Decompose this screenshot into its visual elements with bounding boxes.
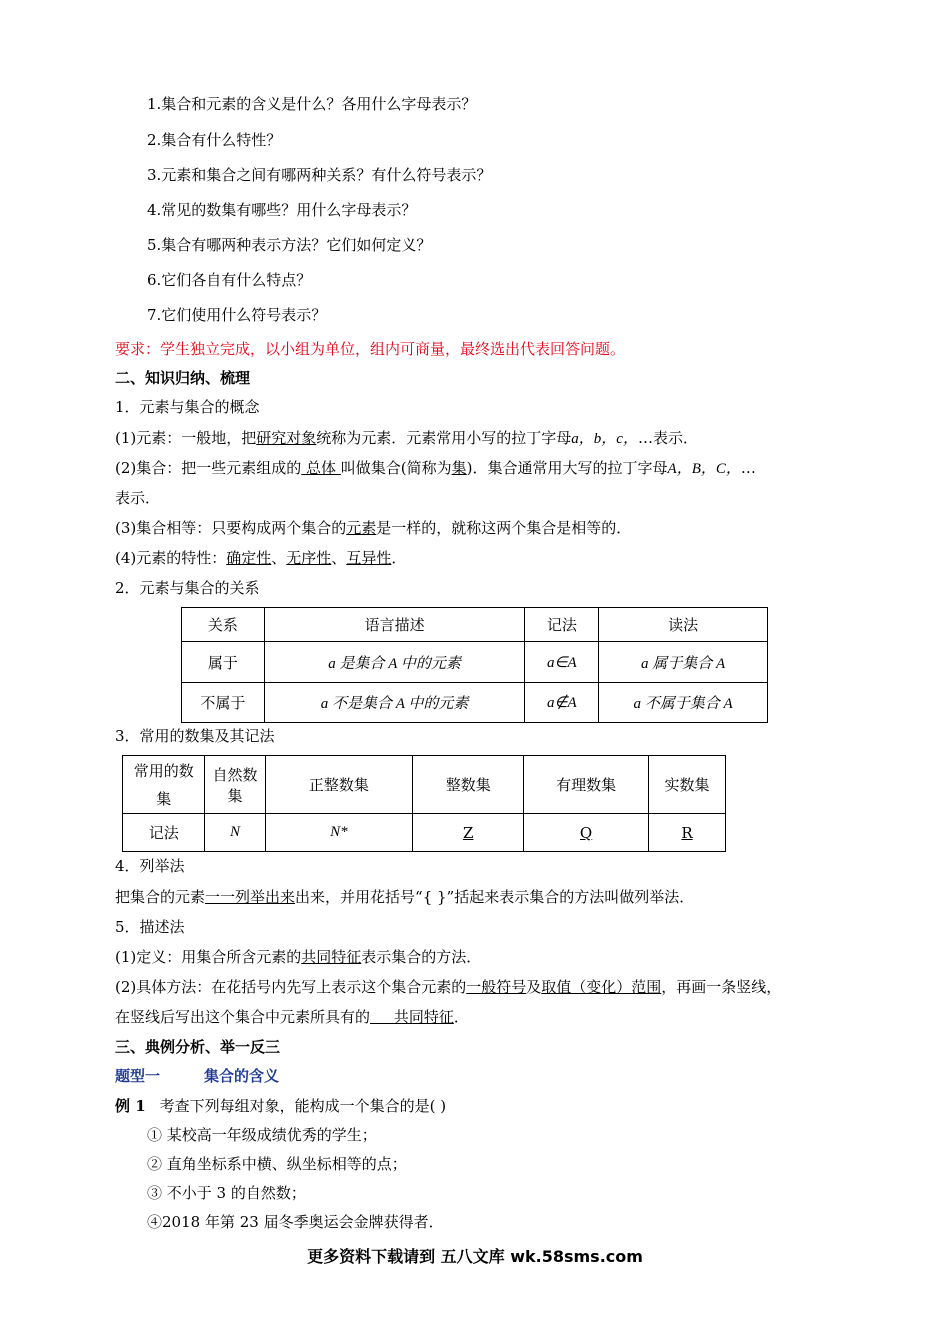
symbol-positive-integer: N* xyxy=(265,814,413,852)
subsection-4-title: 4．列举法 xyxy=(115,857,185,875)
symbol-natural: N xyxy=(205,814,265,852)
symbol-rational: Q xyxy=(524,814,649,852)
subsection-1-title: 1．元素与集合的概念 xyxy=(115,398,260,416)
question-7: 7.它们使用什么符号表示？ xyxy=(147,306,327,324)
symbol-integer: Z xyxy=(413,814,524,852)
question-1: 1.集合和元素的含义是什么？各用什么字母表示？ xyxy=(147,95,477,113)
subsection-2-title: 2．元素与集合的关系 xyxy=(115,579,260,597)
table-header: 关系 xyxy=(182,608,265,642)
table-header: 语言描述 xyxy=(264,608,525,642)
table-row: 属于 a 是集合 A 中的元素 a∈A a 属于集合 A xyxy=(182,642,768,683)
option-4: ④2018 年第 23 届冬季奥运会金牌获得者． xyxy=(147,1213,444,1231)
footer-banner: 更多资料下载请到 五八文库 wk.58sms.com xyxy=(307,1247,643,1266)
set-definition-cont: 表示． xyxy=(115,489,161,507)
answer-research-objects: 研究对象 xyxy=(256,429,317,447)
table-header: 常用的数集 xyxy=(123,756,205,814)
table-header: 实数集 xyxy=(649,756,726,814)
number-sets-table xyxy=(122,755,726,852)
example-1: 例 1 考查下列每组对象，能构成一个集合的是( ) xyxy=(115,1097,447,1115)
question-2: 2.集合有什么特性？ xyxy=(147,131,282,149)
description-method-cont: 在竖线后写出这个集合中元素所具有的 共同特征． xyxy=(115,1008,469,1026)
table-header: 整数集 xyxy=(413,756,524,814)
question-4: 4.常见的数集有哪些？用什么字母表示？ xyxy=(147,201,417,219)
symbol-real: R xyxy=(649,814,726,852)
table-header: 自然数集 xyxy=(205,756,265,814)
table-header: 有理数集 xyxy=(524,756,649,814)
set-definition: (2)集合：把一些元素组成的 总体 叫做集合(简称为集)．集合通常用大写的拉丁字母A，B，C，… xyxy=(115,459,756,477)
option-3: ③ 不小于 3 的自然数； xyxy=(147,1184,306,1202)
table-row: 不属于 a 不是集合 A 中的元素 a∉A a 不属于集合 A xyxy=(182,683,768,723)
requirement-note: 要求：学生独立完成，以小组为单位，组内可商量，最终选出代表回答问题。 xyxy=(115,340,626,358)
set-equality: (3)集合相等：只要构成两个集合的元素是一样的，就称这两个集合是相等的． xyxy=(115,519,632,537)
subsection-5-title: 5．描述法 xyxy=(115,918,185,936)
question-6: 6.它们各自有什么特点？ xyxy=(147,271,312,289)
table-header: 正整数集 xyxy=(265,756,413,814)
description-definition: (1)定义：用集合所含元素的共同特征表示集合的方法． xyxy=(115,948,482,966)
answer-elements: 元素 xyxy=(346,519,377,537)
answer-whole: 总体 xyxy=(301,459,341,477)
answer-set: 集 xyxy=(451,459,467,477)
element-properties: (4)元素的特性：确定性、无序性、互异性． xyxy=(115,549,407,567)
table-header: 记法 xyxy=(525,608,599,642)
description-method: (2)具体方法：在花括号内先写上表示这个集合元素的一般符号及取值（变化）范围，再画一条竖线， xyxy=(115,978,782,996)
answer-common-feature: 共同特征 xyxy=(301,948,362,966)
question-5: 5.集合有哪两种表示方法？它们如何定义？ xyxy=(147,236,432,254)
table-header: 读法 xyxy=(599,608,768,642)
section-3-heading: 三、典例分析、举一反三 xyxy=(115,1038,281,1056)
table-row: 记法 N N* Z Q R xyxy=(123,814,726,852)
element-definition: (1)元素：一般地，把研究对象统称为元素．元素常用小写的拉丁字母a，b，c，…表示． xyxy=(115,429,698,447)
section-2-heading: 二、知识归纳、梳理 xyxy=(115,369,251,387)
enumeration-definition: 把集合的元素一一列举出来出来，并用花括号“{ }”括起来表示集合的方法叫做列举法． xyxy=(115,888,695,906)
answer-list-one-by-one: 一一列举出来 xyxy=(205,888,296,906)
relation-table xyxy=(181,607,768,723)
problem-type: 题型一 集合的含义 xyxy=(115,1067,280,1085)
option-1: ① 某校高一年级成绩优秀的学生； xyxy=(147,1126,377,1144)
question-3: 3.元素和集合之间有哪两种关系？有什么符号表示？ xyxy=(147,166,492,184)
subsection-3-title: 3．常用的数集及其记法 xyxy=(115,727,275,745)
option-2: ② 直角坐标系中横、纵坐标相等的点； xyxy=(147,1155,407,1173)
